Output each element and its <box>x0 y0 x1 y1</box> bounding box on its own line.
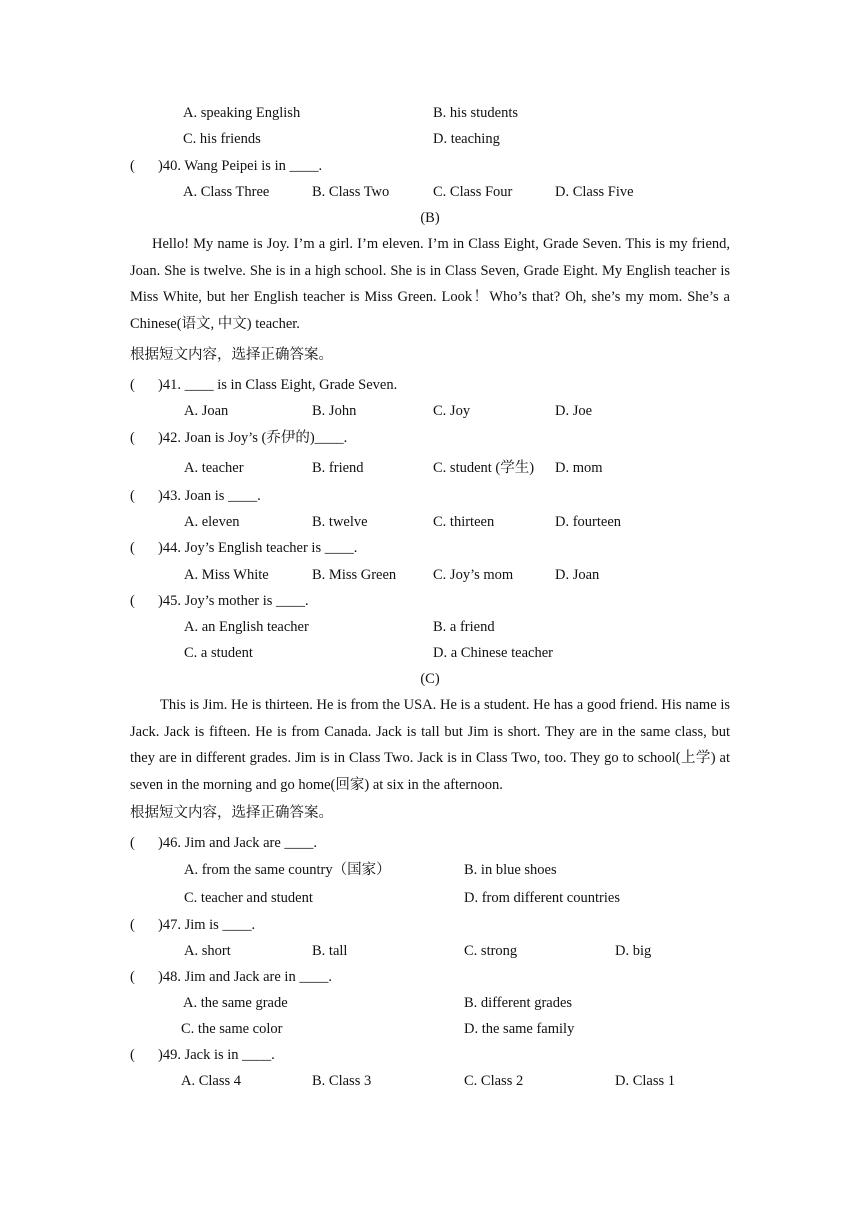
instruction-b: 根据短文内容，选择正确答案。 <box>130 347 333 363</box>
question-stem: )48. Jim and Jack are in ____. <box>158 969 332 985</box>
option-text: C. his friends <box>183 131 261 147</box>
option-text: A. an English teacher <box>184 619 309 635</box>
question-stem-40: )40. Wang Peipei is in ____. <box>158 158 323 174</box>
question-stem: )45. Joy’s mother is ____. <box>158 593 309 609</box>
section-heading-b: (B) <box>420 210 440 226</box>
option-text: D. Class Five <box>555 184 634 200</box>
option-text: C. thirteen <box>433 514 495 530</box>
option-text: A. Class 4 <box>181 1073 242 1089</box>
option-text: B. his students <box>433 105 518 121</box>
option-text: B. tall <box>312 943 348 959</box>
option-text: C. Class Four <box>433 184 513 200</box>
option-text: C. a student <box>184 645 253 661</box>
option-text: A. Class Three <box>183 184 270 200</box>
option-text: A. teacher <box>184 460 244 476</box>
option-text: B. Class Two <box>312 184 390 200</box>
option-text: A. Joan <box>184 403 229 419</box>
option-text: A. eleven <box>184 514 240 530</box>
instruction-c: 根据短文内容，选择正确答案。 <box>130 805 333 821</box>
answer-paren: ( <box>130 158 135 174</box>
option-text: A. Miss White <box>184 567 269 583</box>
answer-paren: ( <box>130 593 135 609</box>
option-text: B. a friend <box>433 619 495 635</box>
answer-paren: ( <box>130 430 135 446</box>
question-stem: )41. ____ is in Class Eight, Grade Seven. <box>158 377 398 393</box>
option-text: C. strong <box>464 943 518 959</box>
option-text: B. in blue shoes <box>464 862 557 878</box>
option-text: B. twelve <box>312 514 368 530</box>
option-text: A. speaking English <box>183 105 301 121</box>
option-text: C. Class 2 <box>464 1073 524 1089</box>
question-stem: )44. Joy’s English teacher is ____. <box>158 540 358 556</box>
option-text: D. Joan <box>555 567 600 583</box>
section-heading-c: (C) <box>420 671 440 687</box>
option-text: C. teacher and student <box>184 890 313 906</box>
option-text: C. student (学生) <box>433 460 535 476</box>
question-stem: )43. Joan is ____. <box>158 488 261 504</box>
option-text: A. the same grade <box>183 995 288 1011</box>
option-text: D. from different countries <box>464 890 620 906</box>
option-text: C. the same color <box>181 1021 283 1037</box>
question-stem: )49. Jack is in ____. <box>158 1047 275 1063</box>
option-text: D. the same family <box>464 1021 575 1037</box>
option-text: D. Joe <box>555 403 593 419</box>
option-text: D. fourteen <box>555 514 622 530</box>
option-text: B. Miss Green <box>312 567 397 583</box>
answer-paren: ( <box>130 969 135 985</box>
answer-paren: ( <box>130 488 135 504</box>
option-text: B. different grades <box>464 995 573 1011</box>
option-text: B. John <box>312 403 357 419</box>
answer-paren: ( <box>130 917 135 933</box>
answer-paren: ( <box>130 377 135 393</box>
question-stem: )46. Jim and Jack are ____. <box>158 835 318 851</box>
option-text: D. Class 1 <box>615 1073 676 1089</box>
passage-b: Hello! My name is Joy. I’m a girl. I’m eleven. I’m in Class Eight, Grade Seven. This is my friend, Joan. She is twelve. She is in a high school. She is in Class Seven, Grade Eight. My English teacher is Miss White, but her English teacher is Miss Green. Look！Who’s that? Oh, she’s my mom. She’s a Chinese(语文, 中文) teacher. <box>130 236 730 332</box>
option-text: C. Joy’s mom <box>433 567 514 583</box>
option-text: D. mom <box>555 460 603 476</box>
answer-paren: ( <box>130 1047 135 1063</box>
option-text: A. from the same country（国家） <box>184 862 391 878</box>
option-text: B. friend <box>312 460 364 476</box>
option-text: A. short <box>184 943 231 959</box>
question-stem: )47. Jim is ____. <box>158 917 256 933</box>
option-text: D. teaching <box>433 131 500 147</box>
option-text: B. Class 3 <box>312 1073 372 1089</box>
option-text: D. a Chinese teacher <box>433 645 553 661</box>
answer-paren: ( <box>130 540 135 556</box>
passage-c: This is Jim. He is thirteen. He is from the USA. He is a student. He has a good friend. His name is Jack. Jack is fifteen. He is from Canada. Jack is tall but Jim is short. They are in the same class, but they are in different grades. Jim is in Class Two. Jack is in Class Two, too. They go to school(上学) at seven in the morning and go home(回家) at six in the afternoon. <box>130 697 730 793</box>
answer-paren: ( <box>130 835 135 851</box>
question-stem: )42. Joan is Joy’s (乔伊的)____. <box>158 430 348 446</box>
option-text: D. big <box>615 943 652 959</box>
option-text: C. Joy <box>433 403 471 419</box>
